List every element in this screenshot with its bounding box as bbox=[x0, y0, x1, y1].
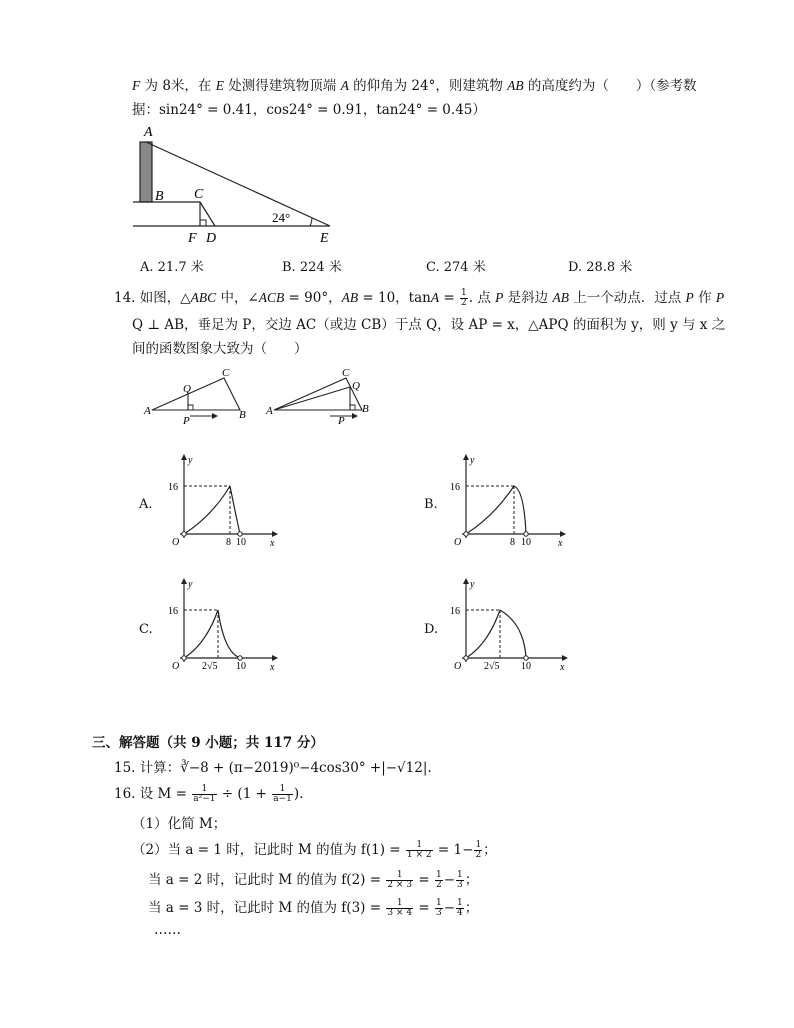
denominator: a−1 bbox=[273, 794, 292, 804]
label-C: C bbox=[194, 187, 204, 202]
q14-graph-a bbox=[168, 454, 278, 546]
text: = bbox=[414, 900, 434, 916]
text: 处测得建筑物顶端 bbox=[223, 78, 341, 94]
q14-line-1 bbox=[114, 286, 724, 308]
numerator: 1 bbox=[272, 785, 293, 795]
x-arrow bbox=[272, 531, 278, 537]
triangle-ABC-2 bbox=[274, 378, 362, 410]
y-arrow bbox=[463, 578, 469, 584]
q15-line bbox=[114, 756, 432, 776]
q13-option-a: A. 21.7 米 bbox=[140, 260, 204, 275]
q16-sub-3 bbox=[148, 868, 478, 890]
label-angle: 24° bbox=[272, 210, 291, 225]
origin-label: O bbox=[454, 537, 462, 546]
curve-fall bbox=[230, 486, 240, 534]
tick-16: 16 bbox=[168, 482, 178, 493]
numerator: 1 bbox=[192, 785, 216, 795]
q15-expression: ∛−8 + (π−2019)⁰−4cos30° +|−√12|. bbox=[180, 760, 432, 776]
q14-option-c-label: C. bbox=[139, 622, 153, 637]
fraction bbox=[474, 841, 482, 860]
axis-label-y: y bbox=[470, 455, 475, 466]
text: = 10，tan bbox=[358, 290, 431, 306]
numerator: 1 bbox=[386, 899, 413, 909]
numerator: 1 bbox=[475, 840, 482, 850]
text: = bbox=[414, 872, 434, 888]
label-C: C bbox=[222, 367, 230, 379]
q14-graph-b bbox=[450, 454, 570, 546]
curve-fall bbox=[218, 610, 240, 658]
tick-16: 16 bbox=[168, 606, 178, 617]
tick-8: 8 bbox=[510, 537, 515, 546]
q14-option-b-label: B. bbox=[424, 497, 438, 512]
open-point-origin bbox=[464, 656, 468, 660]
section-3-title: 三、解答题（共 9 小题；共 117 分） bbox=[92, 735, 324, 751]
q14-line-3: 间的函数图象大致为（ ） bbox=[132, 341, 308, 357]
denominator: 2 bbox=[461, 298, 467, 308]
open-point-origin bbox=[182, 532, 186, 536]
triangle-figure-2 bbox=[265, 367, 369, 426]
text: ； bbox=[464, 900, 479, 916]
fraction bbox=[435, 899, 443, 918]
axis-label-y: y bbox=[470, 579, 475, 590]
right-angle-mark bbox=[350, 405, 355, 410]
text: 当 a = 2 时，记此时 M 的值为 f(2) = bbox=[148, 872, 386, 888]
numerator: 1 bbox=[461, 288, 467, 298]
label-D: D bbox=[206, 231, 217, 246]
text: ÷ (1 + bbox=[217, 786, 272, 802]
fraction bbox=[272, 785, 293, 804]
text: ； bbox=[464, 872, 479, 888]
var: P bbox=[685, 290, 694, 305]
text: = 90°， bbox=[284, 290, 342, 306]
text: 是斜边 bbox=[503, 290, 553, 306]
q16-line-1 bbox=[114, 782, 303, 804]
var: ACB bbox=[258, 290, 285, 305]
triangle-figure-1 bbox=[143, 367, 246, 426]
label-A: A bbox=[144, 125, 153, 140]
text: 的高度约为（ ）（参考数 bbox=[523, 78, 697, 94]
text: 当 a = 3 时，记此时 M 的值为 f(3) = bbox=[148, 900, 386, 916]
var: P bbox=[715, 290, 725, 305]
text: 上一个动点．过点 bbox=[568, 290, 686, 306]
text: 中，∠ bbox=[216, 290, 259, 306]
text: ； bbox=[483, 842, 497, 858]
text: − bbox=[443, 872, 455, 888]
var-E: E bbox=[215, 78, 224, 93]
q13-option-b: B. 224 米 bbox=[282, 260, 342, 275]
label-Q: Q bbox=[352, 380, 360, 392]
var-A: A bbox=[340, 78, 349, 93]
denominator: a²−1 bbox=[193, 794, 216, 804]
q13-option-d: D. 28.8 米 bbox=[568, 260, 633, 275]
q13-option-c: C. 274 米 bbox=[426, 260, 486, 275]
numerator: 1 bbox=[457, 870, 463, 880]
numerator: 1 bbox=[435, 870, 442, 880]
building-AB bbox=[140, 142, 152, 202]
axis-label-x: x bbox=[560, 662, 565, 670]
x-arrow bbox=[562, 655, 568, 661]
fraction-half bbox=[460, 289, 468, 308]
text: 作 bbox=[693, 290, 716, 306]
label-B: B bbox=[239, 409, 246, 421]
text: 14. 如图，△ bbox=[114, 290, 191, 306]
var: P bbox=[495, 290, 504, 305]
numerator: 1 bbox=[457, 898, 463, 908]
q15-label: 15. 计算： bbox=[114, 760, 181, 776]
q14-option-a-label: A. bbox=[139, 497, 153, 512]
line-CD bbox=[200, 202, 215, 226]
x-arrow bbox=[560, 531, 566, 537]
q13-figure bbox=[130, 120, 345, 248]
fraction bbox=[435, 871, 443, 890]
arrow-head bbox=[352, 413, 358, 419]
tick-16: 16 bbox=[450, 606, 460, 617]
curve-rise bbox=[184, 610, 218, 658]
q16-label: 16. 设 M = bbox=[114, 786, 192, 802]
origin-label: O bbox=[172, 537, 180, 546]
numerator: 1 bbox=[406, 841, 433, 851]
q16-sub-1: （1）化简 M； bbox=[132, 816, 227, 832]
q14-graph-c bbox=[168, 578, 284, 670]
q14-option-d-label: D. bbox=[424, 622, 439, 637]
fraction bbox=[386, 871, 413, 890]
var: AB bbox=[552, 290, 569, 305]
label-E: E bbox=[320, 231, 329, 246]
q13-line-1 bbox=[132, 74, 697, 94]
denominator: 1 × 2 bbox=[406, 850, 432, 860]
q14-triangle-figures bbox=[140, 366, 410, 426]
var-F: F bbox=[132, 78, 141, 93]
denominator: 2 × 3 bbox=[387, 880, 413, 890]
numerator: 1 bbox=[386, 871, 413, 881]
label-B: B bbox=[362, 403, 369, 415]
label-B: B bbox=[155, 189, 164, 204]
label-P: P bbox=[183, 415, 190, 426]
var: A bbox=[430, 290, 440, 305]
axis-label-y: y bbox=[188, 455, 193, 466]
tick-10: 10 bbox=[521, 537, 531, 546]
numerator: 1 bbox=[435, 898, 442, 908]
denominator: 3 bbox=[435, 908, 442, 918]
curve-rise bbox=[466, 486, 514, 534]
text: − bbox=[443, 900, 455, 916]
axis-label-y: y bbox=[188, 579, 193, 590]
tick-8: 8 bbox=[226, 537, 231, 546]
y-arrow bbox=[181, 454, 187, 460]
q16-sub-4 bbox=[148, 896, 478, 918]
curve-rise bbox=[184, 486, 230, 534]
fraction bbox=[386, 899, 413, 918]
tick-2sqrt5: 2√5 bbox=[202, 661, 218, 670]
denominator: 3 × 4 bbox=[387, 908, 413, 918]
var: AB bbox=[341, 290, 359, 305]
q13-line-2: 据：sin24° = 0.41，cos24° = 0.91，tan24° = 0.45） bbox=[132, 102, 486, 118]
text: = bbox=[439, 290, 459, 306]
open-point-10 bbox=[524, 656, 528, 660]
curve-fall bbox=[514, 486, 526, 534]
curve-fall bbox=[500, 610, 526, 658]
text: （2）当 a = 1 时，记此时 M 的值为 f(1) = bbox=[132, 842, 405, 858]
label-F: F bbox=[188, 231, 197, 246]
right-angle-mark bbox=[200, 220, 206, 226]
x-arrow bbox=[272, 655, 278, 661]
open-point-10 bbox=[524, 532, 528, 536]
text: ). bbox=[293, 786, 304, 802]
denominator: 3 bbox=[457, 880, 463, 890]
origin-label: O bbox=[454, 661, 462, 670]
fraction bbox=[406, 841, 433, 860]
axis-label-x: x bbox=[558, 538, 563, 546]
denominator: 2 bbox=[435, 880, 442, 890]
label-A: A bbox=[144, 405, 151, 417]
open-point-10 bbox=[238, 532, 242, 536]
tick-16: 16 bbox=[450, 482, 460, 493]
text: = 1− bbox=[433, 842, 474, 858]
label-A: A bbox=[266, 405, 273, 417]
text: 为 8米，在 bbox=[140, 78, 216, 94]
tick-10: 10 bbox=[236, 537, 246, 546]
open-point-10 bbox=[238, 656, 242, 660]
axis-label-x: x bbox=[270, 538, 275, 546]
q16-sub-2 bbox=[132, 838, 497, 860]
tick-2sqrt5: 2√5 bbox=[484, 661, 500, 670]
curve-rise bbox=[466, 610, 500, 658]
triangle-ABC-1 bbox=[152, 378, 240, 410]
open-point-origin bbox=[464, 532, 468, 536]
y-arrow bbox=[181, 578, 187, 584]
fraction bbox=[456, 871, 464, 890]
text: . 点 bbox=[468, 290, 496, 306]
var-AB: AB bbox=[507, 78, 524, 93]
segment-AQ bbox=[274, 387, 350, 410]
q14-graph-d bbox=[450, 578, 574, 670]
right-angle-mark bbox=[188, 405, 193, 410]
angle-arc bbox=[310, 218, 312, 226]
label-C: C bbox=[342, 367, 350, 379]
open-point-origin bbox=[182, 656, 186, 660]
label-Q: Q bbox=[183, 383, 191, 395]
var: ABC bbox=[190, 290, 217, 305]
label-P: P bbox=[338, 415, 345, 426]
fraction bbox=[456, 899, 464, 918]
axis-label-x: x bbox=[270, 662, 275, 670]
origin-label: O bbox=[172, 661, 180, 670]
tick-10: 10 bbox=[521, 661, 531, 670]
y-arrow bbox=[463, 454, 469, 460]
q14-line-2: Q ⊥ AB，垂足为 P，交边 AC（或边 CB）于点 Q，设 AP = x，△APQ 的面积为 y，则 y 与 x 之 bbox=[132, 317, 726, 333]
q16-ellipsis: …… bbox=[154, 922, 181, 938]
tick-10: 10 bbox=[236, 661, 246, 670]
sight-line-AE bbox=[146, 142, 330, 226]
text: 的仰角为 24°，则建筑物 bbox=[348, 78, 508, 94]
denominator: 4 bbox=[457, 908, 463, 918]
denominator: 2 bbox=[475, 850, 482, 860]
fraction bbox=[192, 785, 216, 804]
arrow-head bbox=[212, 413, 218, 419]
